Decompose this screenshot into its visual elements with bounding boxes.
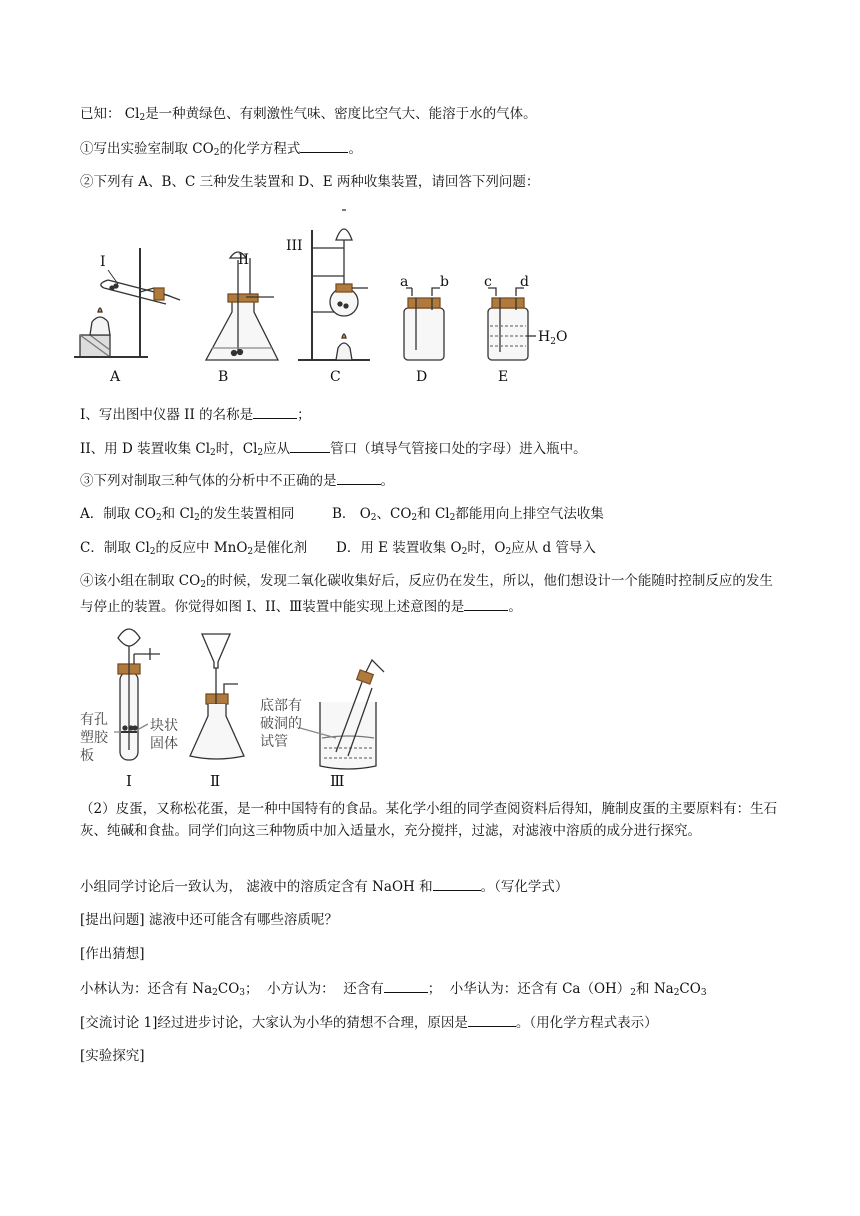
label-tube-1: 底部有 (260, 698, 302, 714)
label-block-1: 块状 (150, 718, 178, 734)
question-2-i: Ⅰ、写出图中仪器 II 的名称是 ； (80, 404, 311, 425)
marker-c: c (484, 274, 492, 290)
marker-a: a (400, 274, 409, 290)
alcohol-lamp-icon (90, 317, 110, 335)
label-device-3: Ⅲ (330, 772, 345, 790)
label-E: E (498, 369, 509, 385)
answer-blank[interactable] (464, 596, 508, 611)
paragraph-6: 小林认为：还含有 $Na_2CO_3$； 小方认为： 还含有 ； 小华认为：还含有 $Ca(OH)_2$和 $Na_2CO_3$ (80, 978, 707, 1003)
option-a: A．制取 $CO_2$和 $Cl_2$的发生装置相同 (80, 506, 295, 523)
question-2-ii: II、用 D 装置收集 $Cl_2$时，$Cl_2$应从 管口（填导气管接口处的字母）进入瓶中。 (80, 438, 587, 463)
label-tube-3: 试管 (260, 734, 288, 750)
answer-blank[interactable] (468, 1012, 516, 1027)
label-device-1: Ⅰ (126, 772, 132, 790)
answer-blank[interactable] (300, 138, 348, 153)
label-B: B (218, 369, 229, 385)
label-C: C (330, 369, 341, 385)
label-A: A (110, 369, 121, 385)
label-block-2: 固体 (150, 736, 178, 752)
marker-b: b (440, 274, 449, 290)
question-4: ④该小组在制取 $CO_2$的时候，发现二氧化碳收集好后，反应仍在发生，所以，他们想设计一个能随时控制反应的发生与停止的装置。你觉得如图 I、II、Ⅲ装置中能实现上述意图的是 。 (80, 573, 773, 615)
answer-blank[interactable] (290, 438, 330, 453)
paragraph-4: [提出问题] 滤液中还可能含有哪些溶质呢？ (80, 912, 338, 928)
marker-I: I (100, 254, 106, 270)
label-D: D (416, 369, 428, 385)
option-d: D．用 E 装置收集 $O_2$时，$O_2$应从 d 管导入 (336, 540, 596, 557)
marker-II: II (238, 252, 250, 268)
paragraph-3: 小组同学讨论后一致认为， 滤液中的溶质定含有 NaOH 和 。（写化学式） (80, 876, 568, 897)
apparatus-figure-2 (74, 620, 464, 792)
option-b: B． $O_2$、$CO_2$和 $Cl_2$都能用向上排空气法收集 (332, 506, 604, 523)
paragraph-5: [作出猜想] (80, 946, 145, 962)
question-2: ②下列有 A、B、C 三种发生装置和 D、E 两种收集装置，请回答下列问题： (80, 174, 540, 190)
paragraph-2: （2）皮蛋，又称松花蛋，是一种中国特有的食品。某化学小组的同学查阅资料后得知，腌制皮蛋的主要原料有：生石灰、纯碱和食盐。同学们向这三种物质中加入适量水，充分搅拌，过滤，对滤液中溶质的成分进行探究。 (80, 801, 778, 839)
paragraph-8: [实验探究] (80, 1048, 145, 1064)
option-c: C．制取 $Cl_2$的反应中 MnO$_2$是催化剂 (80, 540, 308, 557)
question-3: ③下列对制取三种气体的分析中不正确的是 。 (80, 470, 394, 491)
answer-blank[interactable] (253, 404, 297, 419)
label-tube-2: 破洞的 (260, 716, 302, 732)
marker-III: III (286, 238, 303, 254)
marker-d: d (520, 274, 529, 290)
label-porous-3: 板 (80, 748, 94, 764)
apparatus-figure-1 (74, 200, 594, 392)
marker-h2o: $H_2O$ (538, 329, 568, 347)
known-statement: 已知： $Cl_2$是一种黄绿色、有刺激性气味、密度比空气大、能溶于水的气体。 (80, 106, 537, 123)
answer-blank[interactable] (384, 978, 428, 993)
answer-blank[interactable] (433, 876, 481, 891)
label-porous-2: 塑胶 (80, 730, 108, 746)
question-1: ①写出实验室制取 $CO_2$的化学方程式 。 (80, 138, 362, 163)
label-porous-1: 有孔 (80, 712, 108, 728)
answer-blank[interactable] (337, 470, 381, 485)
paragraph-7: [交流讨论 1]经过进步讨论，大家认为小华的猜想不合理，原因是 。（用化学方程式表示） (80, 1012, 658, 1033)
label-device-2: Ⅱ (210, 772, 221, 790)
